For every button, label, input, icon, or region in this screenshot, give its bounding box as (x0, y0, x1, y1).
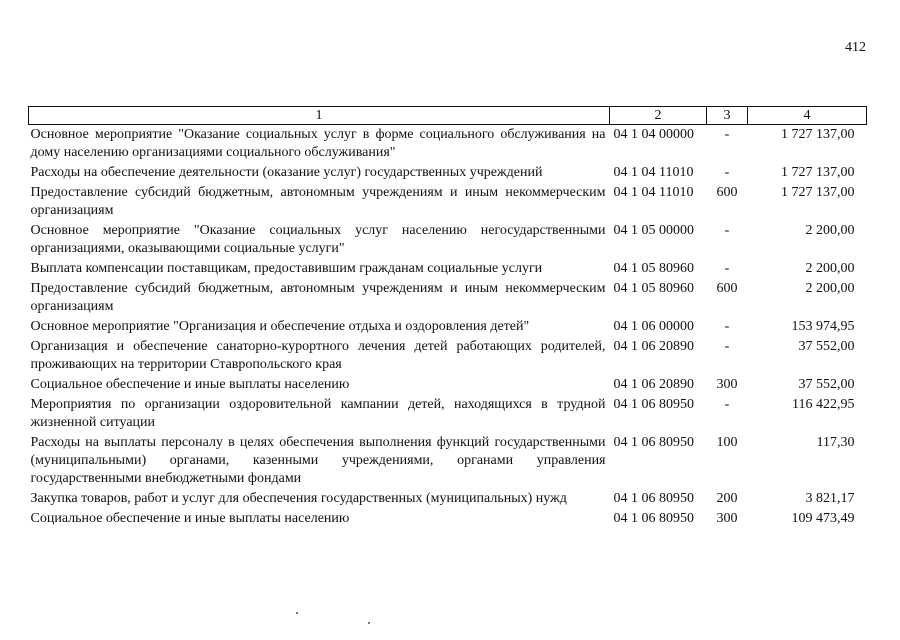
scan-speck (296, 612, 298, 614)
page-number: 412 (845, 40, 866, 55)
table-row (29, 184, 867, 222)
row-amount: 116 422,95 (792, 397, 855, 412)
row-name: Закупка товаров, работ и услуг для обеспечения государственных (муниципальных) нужд (30, 491, 567, 506)
row-vr: 300 (716, 511, 738, 526)
row-vr: 600 (716, 185, 738, 200)
table-row (29, 490, 867, 510)
table-row (29, 280, 867, 318)
table-row (29, 396, 867, 434)
row-name: Организация и обеспечение санаторно-курортного лечения детей работающих родителей, проживающих на территории Ставропольского края (30, 339, 606, 372)
row-vr: - (724, 223, 730, 238)
row-vr: - (724, 261, 730, 276)
row-amount: 153 974,95 (791, 319, 855, 334)
row-amount: 1 727 137,00 (781, 165, 855, 180)
row-code: 04 1 04 11010 (613, 165, 694, 180)
row-name: Предоставление субсидий бюджетным, автономным учреждениям и иным некоммерческим организациям (30, 185, 606, 218)
row-name: Основное мероприятие "Оказание социальных услуг в форме социального обслуживания на дому населению организациями социального обслуживания" (30, 127, 606, 160)
row-name: Расходы на обеспечение деятельности (оказание услуг) государственных учреждений (30, 165, 543, 180)
row-vr: - (724, 319, 730, 334)
row-code: 04 1 06 80950 (613, 491, 694, 506)
row-vr: - (724, 339, 730, 354)
table-row (29, 318, 867, 338)
header-cell-4: 4 (748, 107, 867, 125)
header-row (29, 107, 867, 125)
row-code: 04 1 06 20890 (613, 339, 694, 354)
row-amount: 1 727 137,00 (781, 185, 855, 200)
row-code: 04 1 06 00000 (613, 319, 694, 334)
row-name: Расходы на выплаты персоналу в целях обеспечения выполнения функций государственными (муниципальными) органами, казенными учреждениями, органами управления государственными внебюджетными фондами (30, 435, 606, 486)
row-name: Основное мероприятие "Оказание социальных услуг населению негосударственными организациями, оказывающими социальные услуги" (30, 223, 606, 256)
row-name: Социальное обеспечение и иные выплаты населению (30, 377, 350, 392)
row-code: 04 1 04 11010 (613, 185, 694, 200)
table-row (29, 164, 867, 184)
table-row (29, 376, 867, 396)
row-vr: 300 (716, 377, 738, 392)
row-code: 04 1 05 80960 (613, 261, 694, 276)
row-amount: 3 821,17 (805, 491, 855, 506)
row-code: 04 1 04 00000 (613, 127, 694, 142)
row-code: 04 1 06 80950 (613, 435, 694, 450)
budget-table (28, 106, 867, 530)
row-name: Мероприятия по организации оздоровительной кампании детей, находящихся в трудной жизненной ситуации (30, 397, 606, 430)
header-cell-3: 3 (707, 107, 748, 125)
row-vr: - (724, 127, 730, 142)
table-row (29, 338, 867, 376)
row-name: Предоставление субсидий бюджетным, автономным учреждениям и иным некоммерческим организациям (30, 281, 606, 314)
table-row (29, 434, 867, 490)
header-cell-2: 2 (610, 107, 707, 125)
row-vr: - (724, 165, 730, 180)
row-code: 04 1 05 00000 (613, 223, 694, 238)
table-row (29, 260, 867, 280)
row-vr: 600 (716, 281, 738, 296)
header-cell-1: 1 (29, 107, 610, 125)
row-name: Основное мероприятие "Организация и обеспечение отдыха и оздоровления детей" (30, 319, 530, 334)
row-amount: 117,30 (816, 435, 855, 450)
row-amount: 1 727 137,00 (781, 127, 855, 142)
row-amount: 2 200,00 (805, 261, 855, 276)
row-code: 04 1 05 80960 (613, 281, 694, 296)
table-row (29, 222, 867, 260)
row-code: 04 1 06 80950 (613, 511, 694, 526)
row-vr: 200 (716, 491, 738, 506)
row-amount: 109 473,49 (791, 511, 855, 526)
row-vr: 100 (716, 435, 738, 450)
row-vr: - (724, 397, 730, 412)
row-code: 04 1 06 80950 (613, 397, 694, 412)
table-row (29, 125, 867, 165)
row-amount: 37 552,00 (798, 339, 855, 354)
row-code: 04 1 06 20890 (613, 377, 694, 392)
row-amount: 2 200,00 (805, 223, 855, 238)
row-name: Социальное обеспечение и иные выплаты населению (30, 511, 350, 526)
scan-speck (368, 622, 370, 624)
row-amount: 37 552,00 (798, 377, 855, 392)
row-name: Выплата компенсации поставщикам, предоставившим гражданам социальные услуги (30, 261, 543, 276)
row-amount: 2 200,00 (805, 281, 855, 296)
table-row (29, 510, 867, 530)
